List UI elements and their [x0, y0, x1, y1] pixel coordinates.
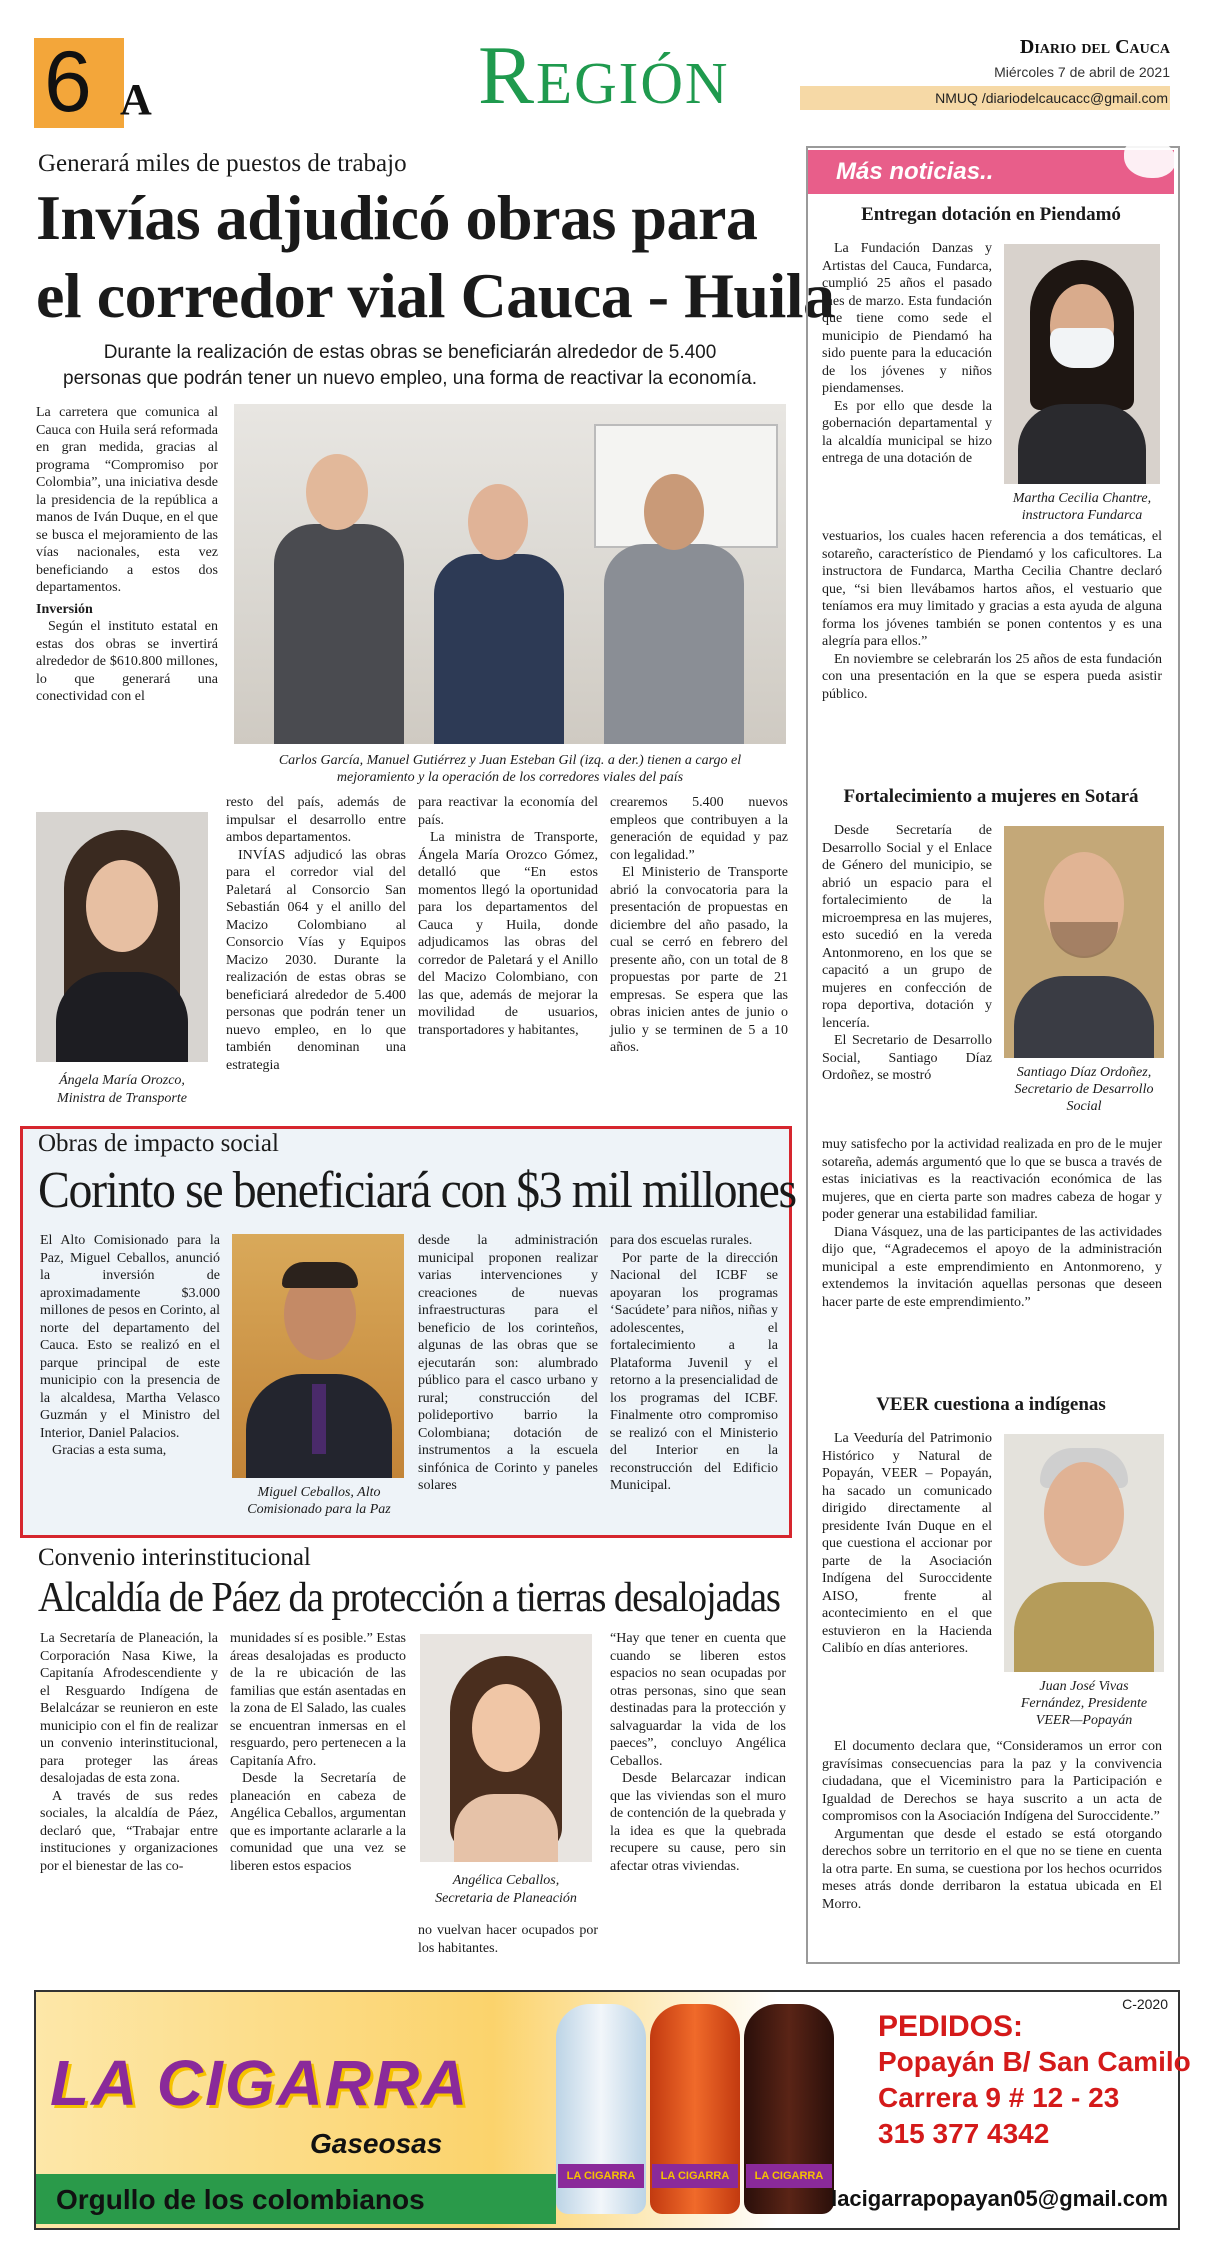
sidebar-s3-p1: La Veeduría del Patrimonio Histórico y Natural de Popayán, VEER – Popayán, ha sacado un comunicado dirigido directamente al presidente Iván Duque en el que cuestiona el accionar por parte de la Asociación Indígena del Suroccidente AISO, frente al acontecimiento en el que estuvieron en la Hacienda Calibío en días anteriores.	[822, 1431, 992, 1656]
ad-slogan: Orgullo de los colombianos	[56, 2184, 425, 2215]
sidebar-s3-p3: Argumentan que desde el estado se está otorgando derechos sobre un territorio en el que no se tiene en cuenta la otra parte. En suma, se cuestiona por los hechos ocurridos meses atrás donde derribaron la estatua ubicada en El Morro.	[822, 1826, 1162, 1912]
lead-col4b-text: El Ministerio de Transporte abrió la convocatoria para la presentación de propuestas en diciembre del año pasado, la cual se cerró en febrero del presente año, con un total de 8 propuestas por parte de 21 empresas. Se espera que las obras inicien antes de junio o julio y se terminen de 5 a 10 años.	[610, 865, 788, 1055]
corinto-col3-text: desde la administración municipal proponen realizar varias intervenciones y creaciones de nuevas infraestructuras para el beneficio de los corinteños, algunas de las obras que se ejecutarán son: alumbrado público para el casco urbano y rural; construcción del polideportivo barrio la Colombiana; dotación de instrumentos a la escuela sinfónica de Corinto y paneles solares	[418, 1233, 598, 1493]
paez-kicker: Convenio interinstitucional	[38, 1544, 311, 1571]
ad-bottle-label-3: LA CIGARRA	[746, 2164, 832, 2188]
ad-address-2: Carrera 9 # 12 - 23	[878, 2082, 1120, 2113]
paez-col4b-text: Desde Belarcazar indican que las viviendas son el muro de contención de la quebrada y la idea es que la quebrada recupere su cause, pero sin afectar otras viviendas.	[610, 1771, 786, 1874]
sidebar-banner-text: Más noticias..	[836, 158, 994, 185]
sidebar-s2-p3: muy satisfecho por la actividad realizada en pro de le mujer sotareña, además argumentó que lo que se busca a través de estas iniciativas es la reactivación económica de las mujeres, que en cierta parte son madres cabeza de hogar y poder generar una estabilidad familiar.	[822, 1137, 1162, 1222]
page-number: 6	[44, 34, 92, 130]
ceballos-hair	[282, 1262, 358, 1288]
lead-col2-text: resto del país, además de impulsar el desarrollo entre ambos departamentos.	[226, 795, 406, 845]
chantre-portrait	[1004, 244, 1160, 484]
photo-person-1-body	[274, 524, 404, 744]
cauca-map-icon	[1124, 138, 1176, 178]
chantre-mask	[1050, 328, 1114, 368]
sidebar-s3-col-b	[822, 1738, 1162, 1913]
lead-col1-text: La carretera que comunica al Cauca con Huila será reformada en gran medida, gracias al programa “Compromiso por Colombia”, una iniciativa desde la presidencia de la república a manos de Iván Duque, en el que se busca el mejoramiento de las vías nacionales, esta vez beneficiando a estos dos departamentos.	[36, 405, 218, 595]
sidebar-s1-p1: La Fundación Danzas y Artistas del Cauca, Fundarca, cumplió 25 años el pasado mes de marzo. Esta fundación que tiene como sede el municipio de Piendamó ha sido puente para la educación de los jóvenes y niños piendamenses.	[822, 241, 992, 396]
diaz-beard	[1050, 922, 1118, 958]
ceballos-tie	[312, 1384, 326, 1454]
sidebar-s1-title: Entregan dotación en Piendamó	[861, 204, 1121, 225]
photo-person-3-face	[644, 474, 704, 550]
sidebar-s2-col-b	[822, 1136, 1162, 1311]
paez-col-1	[40, 1630, 218, 1875]
angelica-portrait	[420, 1634, 592, 1862]
contact-email: NMUQ /diariodelcaucacc@gmail.com	[935, 90, 1168, 106]
photo-person-2-face	[468, 484, 528, 560]
sidebar-s2-p1: Desde Secretaría de Desarrollo Social y el Enlace de Género del municipio, se abrió un espacio para el fortalecimiento de la microempresa en las mujeres, esto sucedió en la vereda Antonmoreno, en los que se capacitó a un grupo de mujeres en confección de ropa deportiva, dotación y lencería.	[822, 823, 992, 1031]
chantre-body	[1018, 404, 1146, 484]
paez-col2-text: munidades sí es posible.” Estas áreas desalojadas es producto de la re ubicación de las familias que están asentadas en la zona de El Salado, las cuales se encuentran inmersas en el resguardo, pero pertenecen a la Capitanía Afro.	[230, 1631, 406, 1769]
diaz-body	[1014, 976, 1154, 1058]
corinto-col-4	[610, 1232, 778, 1495]
lead-headline-2: el corredor vial Cauca - Huila	[36, 260, 835, 331]
sidebar-s1-p3: vestuarios, los cuales hacen referencia a dos temáticas, el sotareño, característico de Piendamó y los caficultores. La instructora de Fundarca, Martha Cecilia Chantre declaró que, “si bien llevábamos hartos años, el vestuario que teníamos era muy limitado y gracias a esta ayuda de alguna forma los jóvenes también se ponen contentos y es una alegría para ellos.”	[822, 529, 1162, 649]
ceballos-portrait	[232, 1234, 404, 1478]
vivas-body	[1014, 1582, 1154, 1672]
paez-col1b-text: A través de sus redes sociales, la alcaldía de Páez, declaró que, “Trabajar entre instituciones y organizaciones por el bienestar de las co-	[40, 1788, 218, 1874]
paez-col2b-text: Desde la Secretaría de planeación en cabeza de Angélica Ceballos, argumentan que es importante aclararle a la comunidad que una vez se liberen estos espacios	[230, 1771, 406, 1874]
photo-person-1-face	[306, 454, 368, 530]
sidebar-s3-col-a	[822, 1430, 992, 1658]
lead-col-2	[226, 794, 406, 1074]
lead-col4-text: crearemos 5.400 nuevos empleos que contribuyen a la generación de equidad y paz con legalidad.”	[610, 795, 788, 863]
lead-photo-caption: Carlos García, Manuel Gutiérrez y Juan Esteban Gil (izq. a der.) tienen a cargo el mejoramiento y la operación de los corredores viales del país	[278, 753, 742, 785]
diaz-caption-3: Social	[1066, 1099, 1102, 1114]
lead-headline-1: Invías adjudicó obras para	[36, 182, 758, 253]
sidebar-s3-title: VEER cuestiona a indígenas	[876, 1394, 1106, 1415]
ad-bottle-label-2: LA CIGARRA	[652, 2164, 738, 2188]
sidebar-s2-p2: El Secretario de Desarrollo Social, Santiago Díaz Ordoñez, se mostró	[822, 1033, 992, 1083]
sidebar-s1-p4: En noviembre se celebrarán los 25 años de esta fundación con una presentación en la que se espera pueda asistir público.	[822, 651, 1162, 702]
paez-col-4	[610, 1630, 786, 1875]
ad-phone: 315 377 4342	[878, 2118, 1050, 2149]
issue-date: Miércoles 7 de abril de 2021	[994, 64, 1170, 80]
ad-orders-title: PEDIDOS:	[878, 2010, 1024, 2043]
chantre-caption-1: Martha Cecilia Chantre,	[1012, 491, 1152, 506]
sidebar-s2-col-a	[822, 822, 992, 1085]
vivas-caption-3: VEER—Popayán	[1035, 1713, 1133, 1728]
corinto-headline: Corinto se beneficiará con $3 mil millones	[38, 1162, 796, 1219]
vivas-caption-1: Juan José Vivas	[1039, 1679, 1129, 1694]
corinto-col4b-text: Por parte de la dirección Nacional del ICBF se apoyaran los programas ‘Sacúdete’ para niños, niñas y adolescentes, el fortalecimiento a la Plataforma Juvenil y el retorno a la presencialidad de los programas del ICBF. Finalmente otro compromiso se realizó con el Ministerio del Interior en la reconstrucción del Edificio Municipal.	[610, 1250, 778, 1493]
lead-dek-2: personas que podrán tener un nuevo empleo, una forma de reactivar la economía.	[63, 368, 757, 389]
diaz-caption-1: Santiago Díaz Ordoñez,	[1016, 1065, 1152, 1080]
lead-col3-text: para reactivar la economía del país.	[418, 795, 598, 828]
angelica-body	[454, 1794, 558, 1862]
paez-col3-text: no vuelvan hacer ocupados por los habitantes.	[418, 1923, 598, 1956]
ad-bottle-label-1: LA CIGARRA	[558, 2164, 644, 2188]
minister-portrait	[36, 812, 208, 1062]
paez-col4-text: “Hay que tener en cuenta que cuando se liberen estos espacios no sean ocupadas por otras personas, sino que sean destinadas para la protección y salvaguardar la vida de los paeces”, concluyo Angélica Ceballos.	[610, 1631, 786, 1769]
section-title: Región	[478, 29, 730, 122]
sidebar-s1-col-b	[822, 528, 1162, 703]
vivas-face	[1044, 1462, 1124, 1566]
diaz-caption-2: Secretario de Desarrollo	[1014, 1082, 1154, 1097]
ad-brand-logo: LA CIGARRA	[50, 2047, 470, 2119]
paez-col-2	[230, 1630, 406, 1875]
angelica-face	[472, 1684, 540, 1772]
ceballos-caption-1: Miguel Ceballos, Alto	[257, 1485, 381, 1500]
diaz-portrait	[1004, 826, 1164, 1058]
lead-col2b-text: INVÍAS adjudicó las obras para el corredor vial del Paletará al Consorcio San Sebastián 064 y el anillo del Macizo Colombiano al Consorcio Vías y Equipos Macizo 2030. Durante la realización de estas obras se beneficiará alrededor de 5.400 personas que podrán tener un nuevo empleo, en lo que también denominan una estrategia	[226, 847, 406, 1073]
lead-col3b-text: La ministra de Transporte, Ángela María Orozco Gómez, detalló que “En estos momentos llegó la oportunidad para los departamentos del Cauca y Huila, donde adjudicamos las obras del corredor de Paletará y el Anillo del Macizo Colombiano, con las que, además de mejorar la movilidad de usuarios, transportadores y habitantes,	[418, 830, 598, 1038]
lead-col-3	[418, 794, 598, 1039]
vivas-portrait	[1004, 1434, 1164, 1672]
photo-person-3-body	[604, 544, 744, 744]
ad-email: lacigarrapopayan05@gmail.com	[831, 2186, 1168, 2211]
ad-sub: Gaseosas	[310, 2128, 443, 2159]
lead-group-photo	[234, 404, 786, 744]
lead-subhead: Inversión	[36, 601, 93, 617]
paez-headline: Alcaldía de Páez da protección a tierras desalojadas	[38, 1575, 780, 1621]
corinto-kicker: Obras de impacto social	[38, 1130, 279, 1157]
sidebar-s1-p2: Es por ello que desde la gobernación departamental y la alcaldía municipal se hizo entrega de una dotación de	[822, 398, 992, 466]
sidebar-s3-p2: El documento declara que, “Consideramos un error con gravísimas consecuencias para la paz y la convivencia ciudadana, que el Viceministro para la Participación e Igualdad de Derechos se haya suscrito a un acta de compromisos con la Asociación Indígena del Suroccidente.”	[822, 1739, 1162, 1824]
lead-col-4	[610, 794, 788, 1057]
vivas-caption-2: Fernández, Presidente	[1020, 1696, 1148, 1711]
sidebar-s2-p4: Diana Vásquez, una de las participantes de las actividades dijo que, “Agradecemos el apoyo de la administración municipal a este emprendimiento en Antonmoreno, y extendemos la invitación aquellas personas que deseen hacer parte de este emprendimiento.”	[822, 1224, 1162, 1310]
paez-col1-text: La Secretaría de Planeación, la Corporación Nasa Kiwe, la Capitanía Afrodescendiente y el Resguardo Indígena de Belalcázar se reunieron en este municipio con el fin de realizar un convenio interinstitucional, para proteger las áreas desalojadas de esta zona.	[40, 1631, 218, 1786]
minister-caption-1: Ángela María Orozco,	[59, 1073, 185, 1088]
photo-person-2-body	[434, 554, 564, 744]
sidebar-s2-title: Fortalecimiento a mujeres en Sotará	[843, 786, 1139, 807]
corinto-col1b-text: Gracias a esta suma,	[52, 1443, 167, 1458]
angelica-caption-2: Secretaria de Planeación	[435, 1891, 577, 1906]
lead-col-1	[36, 404, 218, 706]
lead-col1b-text: Según el instituto estatal en estas dos obras se invertirá alrededor de $610.800 millones, lo que generará una conectividad con el	[36, 619, 218, 704]
lead-kicker: Generará miles de puestos de trabajo	[38, 150, 407, 177]
corinto-col-1	[40, 1232, 220, 1460]
ad-address-1: Popayán B/ San Camilo	[878, 2046, 1191, 2077]
page-letter: A	[120, 75, 152, 124]
portrait-body	[56, 972, 188, 1062]
ceballos-caption-2: Comisionado para la Paz	[247, 1502, 391, 1517]
minister-caption-2: Ministra de Transporte	[57, 1091, 187, 1106]
portrait-face	[86, 860, 158, 952]
chantre-caption-2: instructora Fundarca	[1021, 508, 1143, 523]
sidebar-s1-col-a	[822, 240, 992, 468]
corinto-col4-text: para dos escuelas rurales.	[610, 1233, 753, 1248]
corinto-col1-text: El Alto Comisionado para la Paz, Miguel Ceballos, anunció la inversión de aproximadamente $3.000 millones de pesos en Corinto, al norte del departamento del Cauca. Esto se realizó en el parque principal de este municipio con la presencia de la alcaldesa, Martha Velasco Guzmán y el Ministro del Interior, Daniel Palacios.	[40, 1233, 220, 1441]
corinto-col-3	[418, 1232, 598, 1495]
angelica-caption-1: Angélica Ceballos,	[452, 1873, 560, 1888]
paez-col-3	[418, 1922, 598, 1957]
ad-code: C-2020	[1122, 1996, 1168, 2012]
lead-dek-1: Durante la realización de estas obras se beneficiarán alrededor de 5.400	[103, 342, 717, 363]
masthead: Diario del Cauca	[1019, 36, 1170, 58]
